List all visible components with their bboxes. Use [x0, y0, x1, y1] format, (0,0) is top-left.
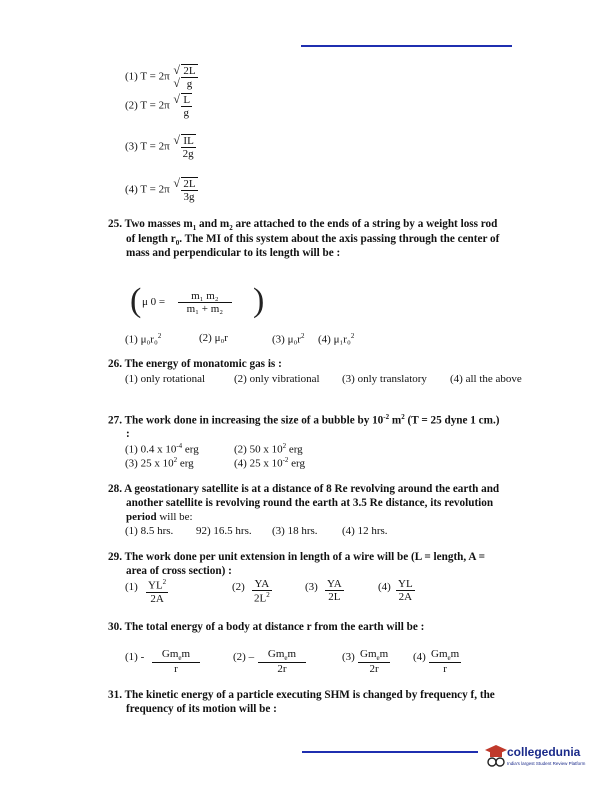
q25-option-3: (3) $\mu_0r^2$	[272, 332, 305, 346]
q30-option-1: (1) -	[125, 651, 145, 663]
left-bracket: (	[130, 282, 142, 319]
logo-tagline: India's largest Student Review Platform	[507, 761, 586, 766]
q29-option-4: (4)	[378, 581, 391, 593]
q28-stem-line1: 28. A geostationary satellite is at a distance of 8 Re revolving around the earth and	[108, 483, 500, 495]
q25-stem-line1: 25. Two masses $m_1$ and $m_2$ are attached to the ends of a string by a weight loss rod	[108, 218, 498, 233]
q26-option-3: (3) only translatory	[342, 373, 427, 385]
q27-option-1: (1) 0.4 x $10^{-4}$ erg	[125, 442, 199, 456]
q29-option-1-frac: $\frac{YL^2}{2A}$	[148, 578, 167, 605]
q29-stem-line1: 29. The work done per unit extension in length of a wire will be (L = length, A =	[108, 551, 486, 563]
q29-option-2-frac: $\frac{YA}{2L^2}$	[254, 578, 270, 605]
q27-colon: :	[126, 428, 130, 440]
q25-stem-line2: of length $r_0$. The MI of this system about the axis passing through the center of	[126, 233, 500, 248]
right-bracket: )	[253, 282, 265, 319]
q24-option-1: (1) T = 2π √ 2L √ g	[125, 64, 198, 90]
q29-option-3-frac: $\frac{YA}{2L}$	[327, 578, 342, 603]
q24-option-4: (4) T = 2π √ $\frac{2L}{3g}$	[125, 177, 198, 203]
q30-option-1-frac: $\frac{Gm_em}{r}$	[152, 648, 200, 675]
q31-stem-line2: frequency of its motion will be :	[126, 703, 277, 715]
q27-option-4: (4) 25 x $10^{-2}$ erg	[234, 456, 306, 470]
q30-stem: 30. The total energy of a body at distance r from the earth will be :	[108, 621, 425, 633]
q25-option-1: (1) μ₀r₀$^2$	[125, 332, 162, 346]
q28-option-1: (1) 8.5 hrs.	[125, 525, 174, 537]
q27-option-2: (2) 50 x $10^2$ erg	[234, 442, 303, 456]
header-rule	[301, 45, 512, 47]
q28-option-2: 92) 16.5 hrs.	[196, 525, 252, 537]
q30-option-3: (3)	[342, 651, 355, 663]
q30-option-2-frac: $\frac{Gm_em}{2r}$	[258, 648, 306, 675]
q26-option-4: (4) all the above	[450, 373, 522, 385]
q27-option-3: (3) 25 x $10^2$ erg	[125, 456, 194, 470]
q30-option-4-frac: $\frac{Gm_em}{r}$	[431, 648, 460, 676]
q30-option-4: (4)	[413, 651, 426, 663]
q28-stem-line2: another satellite is revolving round the earth at 3.5 Re distance, its revolution	[126, 497, 494, 509]
q25-option-2: (2) μ₀r	[199, 332, 228, 344]
graduation-cap-logo-icon	[483, 742, 509, 768]
q27-stem: 27. The work done in increasing the size of a bubble by $10^{-2}$ $m^2$ (T = 25 dyne 1 cm.)	[108, 413, 500, 427]
q29-option-3: (3)	[305, 581, 318, 593]
q30-option-3-frac: $\frac{Gm_em}{2r}$	[360, 648, 389, 676]
q28-option-3: (3) 18 hrs.	[272, 525, 318, 537]
q29-stem-line2: area of cross section) :	[126, 565, 232, 577]
q29-option-4-frac: $\frac{YL}{2A}$	[398, 578, 413, 603]
q26-option-1: (1) only rotational	[125, 373, 206, 385]
q29-option-2: (2)	[232, 581, 245, 593]
q24-option-3: (3) T = 2π √ $\frac{IL}{2g}$	[125, 134, 196, 160]
q25-stem-line3: mass and perpendicular to its length will be :	[126, 247, 341, 259]
logo-wordmark: collegedunia	[507, 745, 581, 759]
q25-formula: μ 0 = $\frac{\text{m₁ m₂}}{\text{m₁ + m₂}}$	[142, 290, 232, 315]
footer-rule	[302, 751, 478, 753]
q29-option-1: (1)	[125, 581, 138, 593]
q30-option-2: (2) –	[233, 651, 255, 663]
q24-option-2: (2) T = 2π √ $\frac{L}{g}$	[125, 93, 192, 119]
q25-option-4: (4) μ₁r₀$^2$	[318, 332, 355, 346]
q26-stem: 26. The energy of monatomic gas is :	[108, 358, 282, 370]
q26-option-2: (2) only vibrational	[234, 373, 320, 385]
q28-option-4: (4) 12 hrs.	[342, 525, 388, 537]
q31-stem-line1: 31. The kinetic energy of a particle executing SHM is changed by frequency f, the	[108, 689, 495, 701]
q28-stem-line3: period will be:	[126, 511, 193, 523]
